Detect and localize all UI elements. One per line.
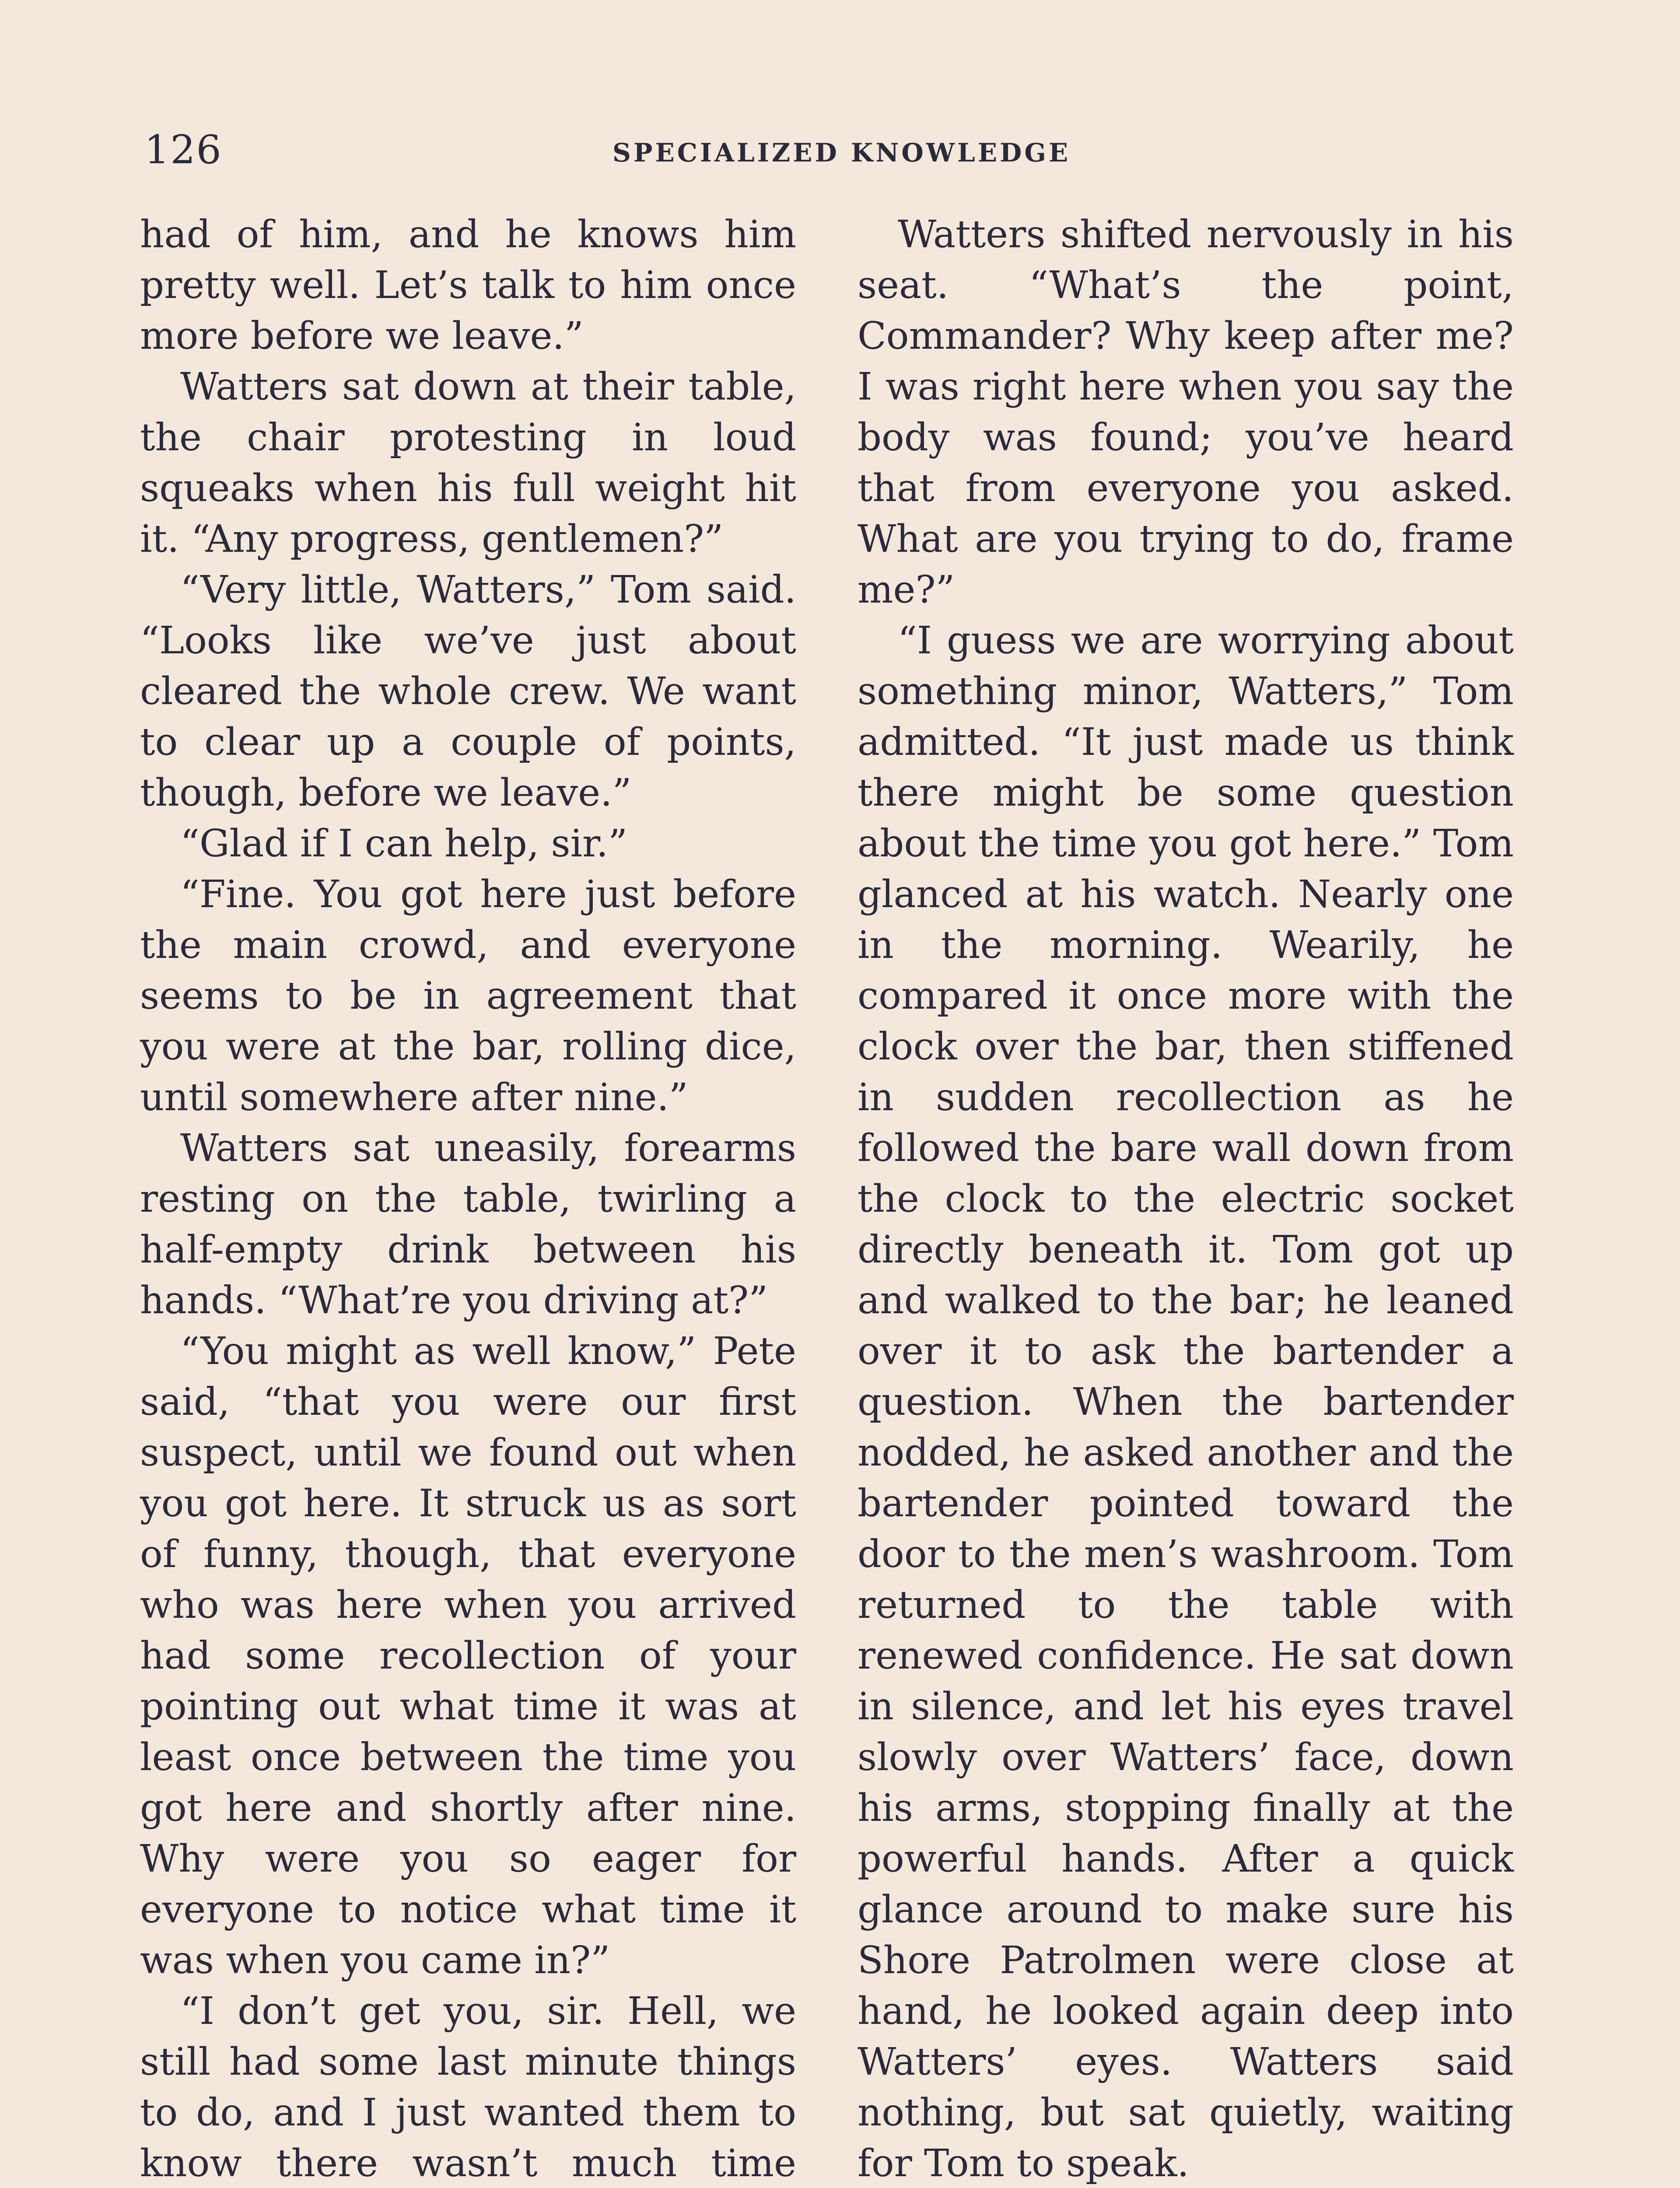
paragraph: Watters shifted nervously in his seat. “What’s the point, Commander? Why keep after me? I was right here when you say the body was found; you’ve heard that from everyone you asked. What are you trying to do, frame me?”	[858, 213, 1514, 612]
paragraph: “I don’t get you, sir. Hell, we still had some last minute things to do, and I just wanted them to know there wasn’t much time	[140, 1989, 796, 2185]
paragraph: “Fine. You got here just before the main crowd, and everyone seems to be in agreement that you were at the bar, rolling dice, until somewhere after nine.”	[140, 873, 796, 1119]
paragraph: “Very little, Watters,” Tom said. “Looks like we’ve just about cleared the whole crew. We want to clear up a couple of points, though, before we leave.”	[140, 568, 796, 815]
running-head: SPECIALIZED KNOWLEDGE	[612, 138, 1071, 168]
paragraph: had of him, and he knows him pretty well. Let’s talk to him once more before we leave.”	[140, 213, 796, 358]
paragraph: Watters sat down at their table, the chair protesting in loud squeaks when his full weight hit it. “Any progress, gentlemen?”	[140, 365, 796, 561]
paragraph: “I guess we are worrying about something minor, Watters,” Tom admitted. “It just made us think there might be some question about the time you got here.” Tom glanced at his watch. Nearly one in the morning. Wearily, he compared it once more with the clock over the bar, then stiffened in sudden recollection as he followed the bare wall down from the clock to the electric socket directly beneath it. Tom got up and walked to the bar; he leaned over it to ask the bartender a question. When the bartender nodded, he asked another and the bartender pointed toward the door to the men’s washroom. Tom returned to the table with renewed confidence. He sat down in silence, and let his eyes travel slowly over Watters’ face, down his arms, stopping finally at the powerful hands. After a quick glance around to make sure his Shore Patrolmen were close at hand, he looked again deep into Watters’ eyes. Watters said nothing, but sat quietly, waiting for Tom to speak.	[858, 619, 1514, 2185]
left-column	[140, 209, 796, 2188]
right-column	[858, 209, 1514, 2188]
page-number: 126	[144, 127, 222, 173]
paragraph: “Glad if I can help, sir.”	[180, 822, 628, 866]
paragraph: “You might as well know,” Pete said, “that you were our first suspect, until we found out when you got here. It struck us as sort of funny, though, that everyone who was here when you arrived had some recollection of your pointing out what time it was at least once between the time you got here and shortly after nine. Why were you so eager for everyone to notice what time it was when you came in?”	[140, 1329, 796, 1982]
paragraph: Watters sat uneasily, forearms resting on the table, twirling a half-empty drink between his hands. “What’re you driving at?”	[140, 1126, 796, 1322]
